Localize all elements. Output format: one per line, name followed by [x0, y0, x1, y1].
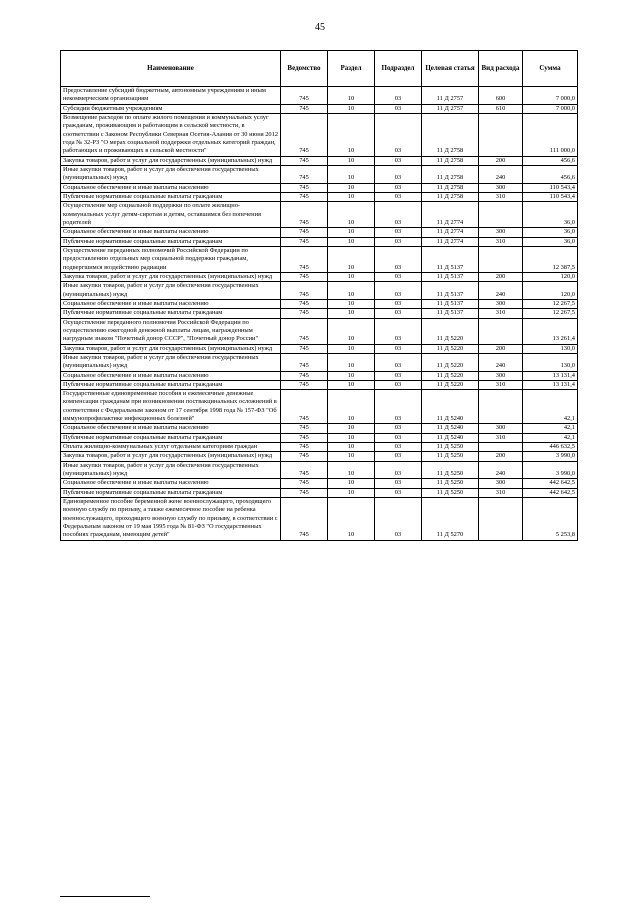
- cell-podrazdel: 03: [375, 498, 422, 541]
- cell-name: Социальное обеспечение и иные выплаты населению: [61, 479, 281, 488]
- cell-vid: 240: [479, 461, 523, 479]
- cell-razdel: 10: [328, 104, 375, 113]
- cell-podrazdel: 03: [375, 183, 422, 192]
- cell-ved: 745: [281, 282, 328, 300]
- cell-sum: 446 632,5: [523, 443, 578, 452]
- table-row: [61, 353, 578, 371]
- header-celevaya: Целевая статья: [422, 51, 479, 87]
- cell-sum: 456,6: [523, 165, 578, 183]
- cell-name: Закупка товаров, работ и услуг для государственных (муниципальных) нужд: [61, 156, 281, 165]
- cell-razdel: 10: [328, 309, 375, 318]
- cell-ved: 745: [281, 498, 328, 541]
- cell-razdel: 10: [328, 183, 375, 192]
- cell-name: Единовременное пособие беременной жене военнослужащего, проходящего военную службу по призыву, а также ежемесячное пособие на ребенка военнослужащего, проходящего военную службу по призыву, в соответствии с Федеральным законом от 19 мая 1995 года № 81-ФЗ "О государственных пособиях гражданам, имеющим детей": [61, 498, 281, 541]
- cell-cel: 11 Д 5137: [422, 282, 479, 300]
- cell-sum: 36,0: [523, 202, 578, 228]
- table-header: [61, 51, 578, 87]
- cell-vid: 310: [479, 192, 523, 201]
- table-row: [61, 424, 578, 433]
- cell-name: Оплата жилищно-коммунальных услуг отдельным категориям граждан: [61, 443, 281, 452]
- header-vid: Вид расхода: [479, 51, 523, 87]
- cell-podrazdel: 03: [375, 371, 422, 380]
- cell-ved: 745: [281, 479, 328, 488]
- cell-razdel: 10: [328, 488, 375, 497]
- table-row: [61, 433, 578, 442]
- cell-razdel: 10: [328, 380, 375, 389]
- cell-cel: 11 Д 5250: [422, 452, 479, 461]
- cell-name: Осуществление переданного полномочия Российской Федерации по осуществлению ежегодной денежной выплаты лицам, награжденным нагрудным знаком "Почетный донор СССР", "Почетный донор России": [61, 318, 281, 344]
- cell-cel: 11 Д 5220: [422, 344, 479, 353]
- cell-podrazdel: 03: [375, 424, 422, 433]
- cell-cel: 11 Д 5220: [422, 380, 479, 389]
- cell-ved: 745: [281, 353, 328, 371]
- cell-ved: 745: [281, 488, 328, 497]
- cell-podrazdel: 03: [375, 228, 422, 237]
- table-row: [61, 113, 578, 156]
- cell-podrazdel: 03: [375, 380, 422, 389]
- cell-vid: [479, 390, 523, 424]
- cell-razdel: 10: [328, 228, 375, 237]
- cell-cel: 11 Д 5137: [422, 309, 479, 318]
- cell-vid: 310: [479, 309, 523, 318]
- cell-sum: 3 990,0: [523, 452, 578, 461]
- cell-ved: 745: [281, 371, 328, 380]
- cell-vid: 610: [479, 104, 523, 113]
- header-summa: Сумма: [523, 51, 578, 87]
- cell-vid: 310: [479, 380, 523, 389]
- cell-ved: 745: [281, 228, 328, 237]
- cell-cel: 11 Д 5240: [422, 424, 479, 433]
- cell-name: Предоставление субсидий бюджетным, автономным учреждениям и иным некоммерческим организациям: [61, 87, 281, 105]
- cell-razdel: 10: [328, 390, 375, 424]
- cell-sum: 130,0: [523, 344, 578, 353]
- cell-cel: 11 Д 5240: [422, 433, 479, 442]
- cell-podrazdel: 03: [375, 390, 422, 424]
- cell-podrazdel: 03: [375, 282, 422, 300]
- cell-razdel: 10: [328, 192, 375, 201]
- cell-ved: 745: [281, 461, 328, 479]
- cell-sum: 111 000,0: [523, 113, 578, 156]
- cell-name: Закупка товаров, работ и услуг для государственных (муниципальных) нужд: [61, 344, 281, 353]
- cell-podrazdel: 03: [375, 113, 422, 156]
- cell-sum: 42,1: [523, 390, 578, 424]
- cell-sum: 12 387,5: [523, 246, 578, 272]
- table-row: [61, 104, 578, 113]
- cell-cel: 11 Д 2774: [422, 202, 479, 228]
- cell-ved: 745: [281, 104, 328, 113]
- cell-podrazdel: 03: [375, 452, 422, 461]
- cell-podrazdel: 03: [375, 299, 422, 308]
- cell-razdel: 10: [328, 344, 375, 353]
- cell-podrazdel: 03: [375, 156, 422, 165]
- cell-sum: 442 642,5: [523, 479, 578, 488]
- cell-ved: 745: [281, 443, 328, 452]
- cell-ved: 745: [281, 272, 328, 281]
- table-row: [61, 309, 578, 318]
- cell-podrazdel: 03: [375, 443, 422, 452]
- cell-name: Закупка товаров, работ и услуг для государственных (муниципальных) нужд: [61, 272, 281, 281]
- cell-vid: 240: [479, 353, 523, 371]
- cell-podrazdel: 03: [375, 309, 422, 318]
- cell-vid: 200: [479, 156, 523, 165]
- footnote-separator: [60, 896, 150, 897]
- cell-sum: 36,0: [523, 228, 578, 237]
- cell-name: Социальное обеспечение и иные выплаты населению: [61, 183, 281, 192]
- table-row: [61, 390, 578, 424]
- table-row: [61, 371, 578, 380]
- cell-cel: 11 Д 5250: [422, 443, 479, 452]
- cell-sum: 5 253,8: [523, 498, 578, 541]
- cell-vid: 300: [479, 299, 523, 308]
- cell-vid: 300: [479, 183, 523, 192]
- cell-podrazdel: 03: [375, 192, 422, 201]
- table-row: [61, 272, 578, 281]
- cell-name: Социальное обеспечение и иные выплаты населению: [61, 424, 281, 433]
- cell-name: Социальное обеспечение и иные выплаты населению: [61, 228, 281, 237]
- cell-ved: 745: [281, 318, 328, 344]
- cell-vid: 300: [479, 479, 523, 488]
- cell-name: Публичные нормативные социальные выплаты гражданам: [61, 309, 281, 318]
- table-row: [61, 237, 578, 246]
- cell-sum: 456,6: [523, 156, 578, 165]
- cell-razdel: 10: [328, 452, 375, 461]
- cell-vid: 300: [479, 228, 523, 237]
- cell-ved: 745: [281, 344, 328, 353]
- cell-vid: 240: [479, 282, 523, 300]
- cell-vid: 310: [479, 488, 523, 497]
- table-row: [61, 488, 578, 497]
- cell-vid: 200: [479, 272, 523, 281]
- cell-vid: 600: [479, 87, 523, 105]
- cell-razdel: 10: [328, 237, 375, 246]
- cell-name: Публичные нормативные социальные выплаты гражданам: [61, 237, 281, 246]
- cell-razdel: 10: [328, 461, 375, 479]
- cell-name: Публичные нормативные социальные выплаты гражданам: [61, 380, 281, 389]
- cell-ved: 745: [281, 156, 328, 165]
- cell-sum: 42,1: [523, 433, 578, 442]
- cell-vid: [479, 443, 523, 452]
- cell-sum: 442 642,5: [523, 488, 578, 497]
- cell-name: Социальное обеспечение и иные выплаты населению: [61, 299, 281, 308]
- cell-podrazdel: 03: [375, 87, 422, 105]
- table-row: [61, 479, 578, 488]
- cell-razdel: 10: [328, 498, 375, 541]
- table-row: [61, 461, 578, 479]
- cell-ved: 745: [281, 390, 328, 424]
- cell-vid: 240: [479, 165, 523, 183]
- header-ved: Ведомство: [281, 51, 328, 87]
- cell-podrazdel: 03: [375, 202, 422, 228]
- table-row: [61, 498, 578, 541]
- cell-sum: 110 543,4: [523, 192, 578, 201]
- cell-cel: 11 Д 2757: [422, 104, 479, 113]
- cell-cel: 11 Д 5250: [422, 488, 479, 497]
- cell-razdel: 10: [328, 479, 375, 488]
- table-row: [61, 299, 578, 308]
- cell-cel: 11 Д 5220: [422, 318, 479, 344]
- cell-vid: [479, 318, 523, 344]
- header-name: Наименование: [61, 51, 281, 87]
- cell-sum: 3 990,0: [523, 461, 578, 479]
- cell-podrazdel: 03: [375, 165, 422, 183]
- table-row: [61, 452, 578, 461]
- cell-cel: 11 Д 2758: [422, 192, 479, 201]
- cell-name: Иные закупки товаров, работ и услуг для обеспечения государственных (муниципальных) нужд: [61, 165, 281, 183]
- table-body: [61, 87, 578, 541]
- cell-razdel: 10: [328, 246, 375, 272]
- cell-name: Иные закупки товаров, работ и услуг для обеспечения государственных (муниципальных) нужд: [61, 461, 281, 479]
- table-row: [61, 318, 578, 344]
- cell-vid: 310: [479, 433, 523, 442]
- cell-sum: 42,1: [523, 424, 578, 433]
- table-row: [61, 443, 578, 452]
- cell-cel: 11 Д 5137: [422, 246, 479, 272]
- cell-razdel: 10: [328, 371, 375, 380]
- cell-name: Возмещение расходов по оплате жилого помещения и коммунальных услуг гражданам, проживающим и работающим в сельской местности, в соответствии с Законом Республики Северная Осетия-Алания от 30 июня 2012 года № 32-РЗ "О мерах социальной поддержки отдельных категорий граждан, работающих и проживающих в сельской местности": [61, 113, 281, 156]
- cell-sum: 13 131,4: [523, 380, 578, 389]
- table-row: [61, 246, 578, 272]
- cell-razdel: 10: [328, 433, 375, 442]
- cell-sum: 7 000,0: [523, 104, 578, 113]
- cell-sum: 13 131,4: [523, 371, 578, 380]
- cell-cel: 11 Д 2774: [422, 237, 479, 246]
- cell-cel: 11 Д 5250: [422, 479, 479, 488]
- cell-ved: 745: [281, 246, 328, 272]
- cell-sum: 110 543,4: [523, 183, 578, 192]
- cell-ved: 745: [281, 165, 328, 183]
- cell-sum: 130,0: [523, 353, 578, 371]
- cell-razdel: 10: [328, 156, 375, 165]
- cell-razdel: 10: [328, 424, 375, 433]
- cell-vid: [479, 498, 523, 541]
- cell-cel: 11 Д 5137: [422, 299, 479, 308]
- cell-razdel: 10: [328, 113, 375, 156]
- header-razdel: Раздел: [328, 51, 375, 87]
- cell-name: Публичные нормативные социальные выплаты гражданам: [61, 433, 281, 442]
- cell-ved: 745: [281, 183, 328, 192]
- cell-podrazdel: 03: [375, 433, 422, 442]
- table-row: [61, 380, 578, 389]
- cell-vid: 200: [479, 344, 523, 353]
- cell-razdel: 10: [328, 443, 375, 452]
- cell-podrazdel: 03: [375, 318, 422, 344]
- cell-cel: 11 Д 5220: [422, 353, 479, 371]
- cell-razdel: 10: [328, 202, 375, 228]
- cell-podrazdel: 03: [375, 237, 422, 246]
- cell-ved: 745: [281, 87, 328, 105]
- cell-name: Осуществление переданных полномочий Российской Федерации по предоставлению отдельных мер социальной поддержки гражданам, подвергшимся воздействию радиации: [61, 246, 281, 272]
- cell-sum: 120,0: [523, 272, 578, 281]
- cell-podrazdel: 03: [375, 344, 422, 353]
- cell-ved: 745: [281, 433, 328, 442]
- cell-vid: [479, 246, 523, 272]
- cell-ved: 745: [281, 299, 328, 308]
- table-row: [61, 192, 578, 201]
- cell-vid: 200: [479, 452, 523, 461]
- cell-razdel: 10: [328, 87, 375, 105]
- cell-ved: 745: [281, 113, 328, 156]
- cell-razdel: 10: [328, 299, 375, 308]
- cell-razdel: 10: [328, 353, 375, 371]
- cell-name: Государственные единовременные пособия и ежемесячные денежные компенсации гражданам при возникновении поствакцинальных осложнений в соответствии с Федеральным законом от 17 сентября 1998 года № 157-ФЗ "Об иммунопрофилактике инфекционных болезней": [61, 390, 281, 424]
- cell-name: Субсидии бюджетным учреждениям: [61, 104, 281, 113]
- cell-podrazdel: 03: [375, 104, 422, 113]
- page-number: 45: [315, 22, 325, 33]
- header-podrazdel: Подраздел: [375, 51, 422, 87]
- cell-name: Публичные нормативные социальные выплаты гражданам: [61, 192, 281, 201]
- cell-name: Осуществление мер социальной поддержки по оплате жилищно-коммунальных услуг детям-сиротам и детям, оставшимся без попечения родителей: [61, 202, 281, 228]
- table-row: [61, 156, 578, 165]
- cell-cel: 11 Д 2758: [422, 183, 479, 192]
- cell-sum: 13 261,4: [523, 318, 578, 344]
- cell-cel: 11 Д 2774: [422, 228, 479, 237]
- cell-cel: 11 Д 5250: [422, 461, 479, 479]
- cell-ved: 745: [281, 452, 328, 461]
- cell-sum: 7 000,0: [523, 87, 578, 105]
- cell-cel: 11 Д 2758: [422, 165, 479, 183]
- cell-podrazdel: 03: [375, 353, 422, 371]
- cell-name: Иные закупки товаров, работ и услуг для обеспечения государственных (муниципальных) нужд: [61, 353, 281, 371]
- cell-ved: 745: [281, 380, 328, 389]
- cell-cel: 11 Д 5137: [422, 272, 479, 281]
- cell-razdel: 10: [328, 272, 375, 281]
- cell-vid: [479, 202, 523, 228]
- cell-razdel: 10: [328, 165, 375, 183]
- cell-sum: 12 267,5: [523, 299, 578, 308]
- table-row: [61, 202, 578, 228]
- cell-vid: 310: [479, 237, 523, 246]
- cell-vid: 300: [479, 371, 523, 380]
- cell-ved: 745: [281, 237, 328, 246]
- cell-cel: 11 Д 2758: [422, 156, 479, 165]
- cell-ved: 745: [281, 192, 328, 201]
- budget-table: [60, 50, 578, 541]
- cell-podrazdel: 03: [375, 488, 422, 497]
- cell-podrazdel: 03: [375, 246, 422, 272]
- cell-cel: 11 Д 5270: [422, 498, 479, 541]
- cell-ved: 745: [281, 309, 328, 318]
- cell-razdel: 10: [328, 282, 375, 300]
- cell-razdel: 10: [328, 318, 375, 344]
- cell-cel: 11 Д 5220: [422, 371, 479, 380]
- table-row: [61, 282, 578, 300]
- cell-podrazdel: 03: [375, 461, 422, 479]
- table-row: [61, 228, 578, 237]
- cell-ved: 745: [281, 424, 328, 433]
- cell-name: Социальное обеспечение и иные выплаты населению: [61, 371, 281, 380]
- cell-sum: 120,0: [523, 282, 578, 300]
- cell-name: Закупка товаров, работ и услуг для государственных (муниципальных) нужд: [61, 452, 281, 461]
- table-row: [61, 344, 578, 353]
- table-row: [61, 87, 578, 105]
- cell-cel: 11 Д 2757: [422, 87, 479, 105]
- cell-vid: 300: [479, 424, 523, 433]
- table-row: [61, 183, 578, 192]
- cell-sum: 12 267,5: [523, 309, 578, 318]
- cell-ved: 745: [281, 202, 328, 228]
- cell-cel: 11 Д 2758: [422, 113, 479, 156]
- cell-sum: 36,0: [523, 237, 578, 246]
- cell-name: Публичные нормативные социальные выплаты гражданам: [61, 488, 281, 497]
- cell-vid: [479, 113, 523, 156]
- cell-podrazdel: 03: [375, 479, 422, 488]
- cell-cel: 11 Д 5240: [422, 390, 479, 424]
- table-row: [61, 165, 578, 183]
- cell-name: Иные закупки товаров, работ и услуг для обеспечения государственных (муниципальных) нужд: [61, 282, 281, 300]
- cell-podrazdel: 03: [375, 272, 422, 281]
